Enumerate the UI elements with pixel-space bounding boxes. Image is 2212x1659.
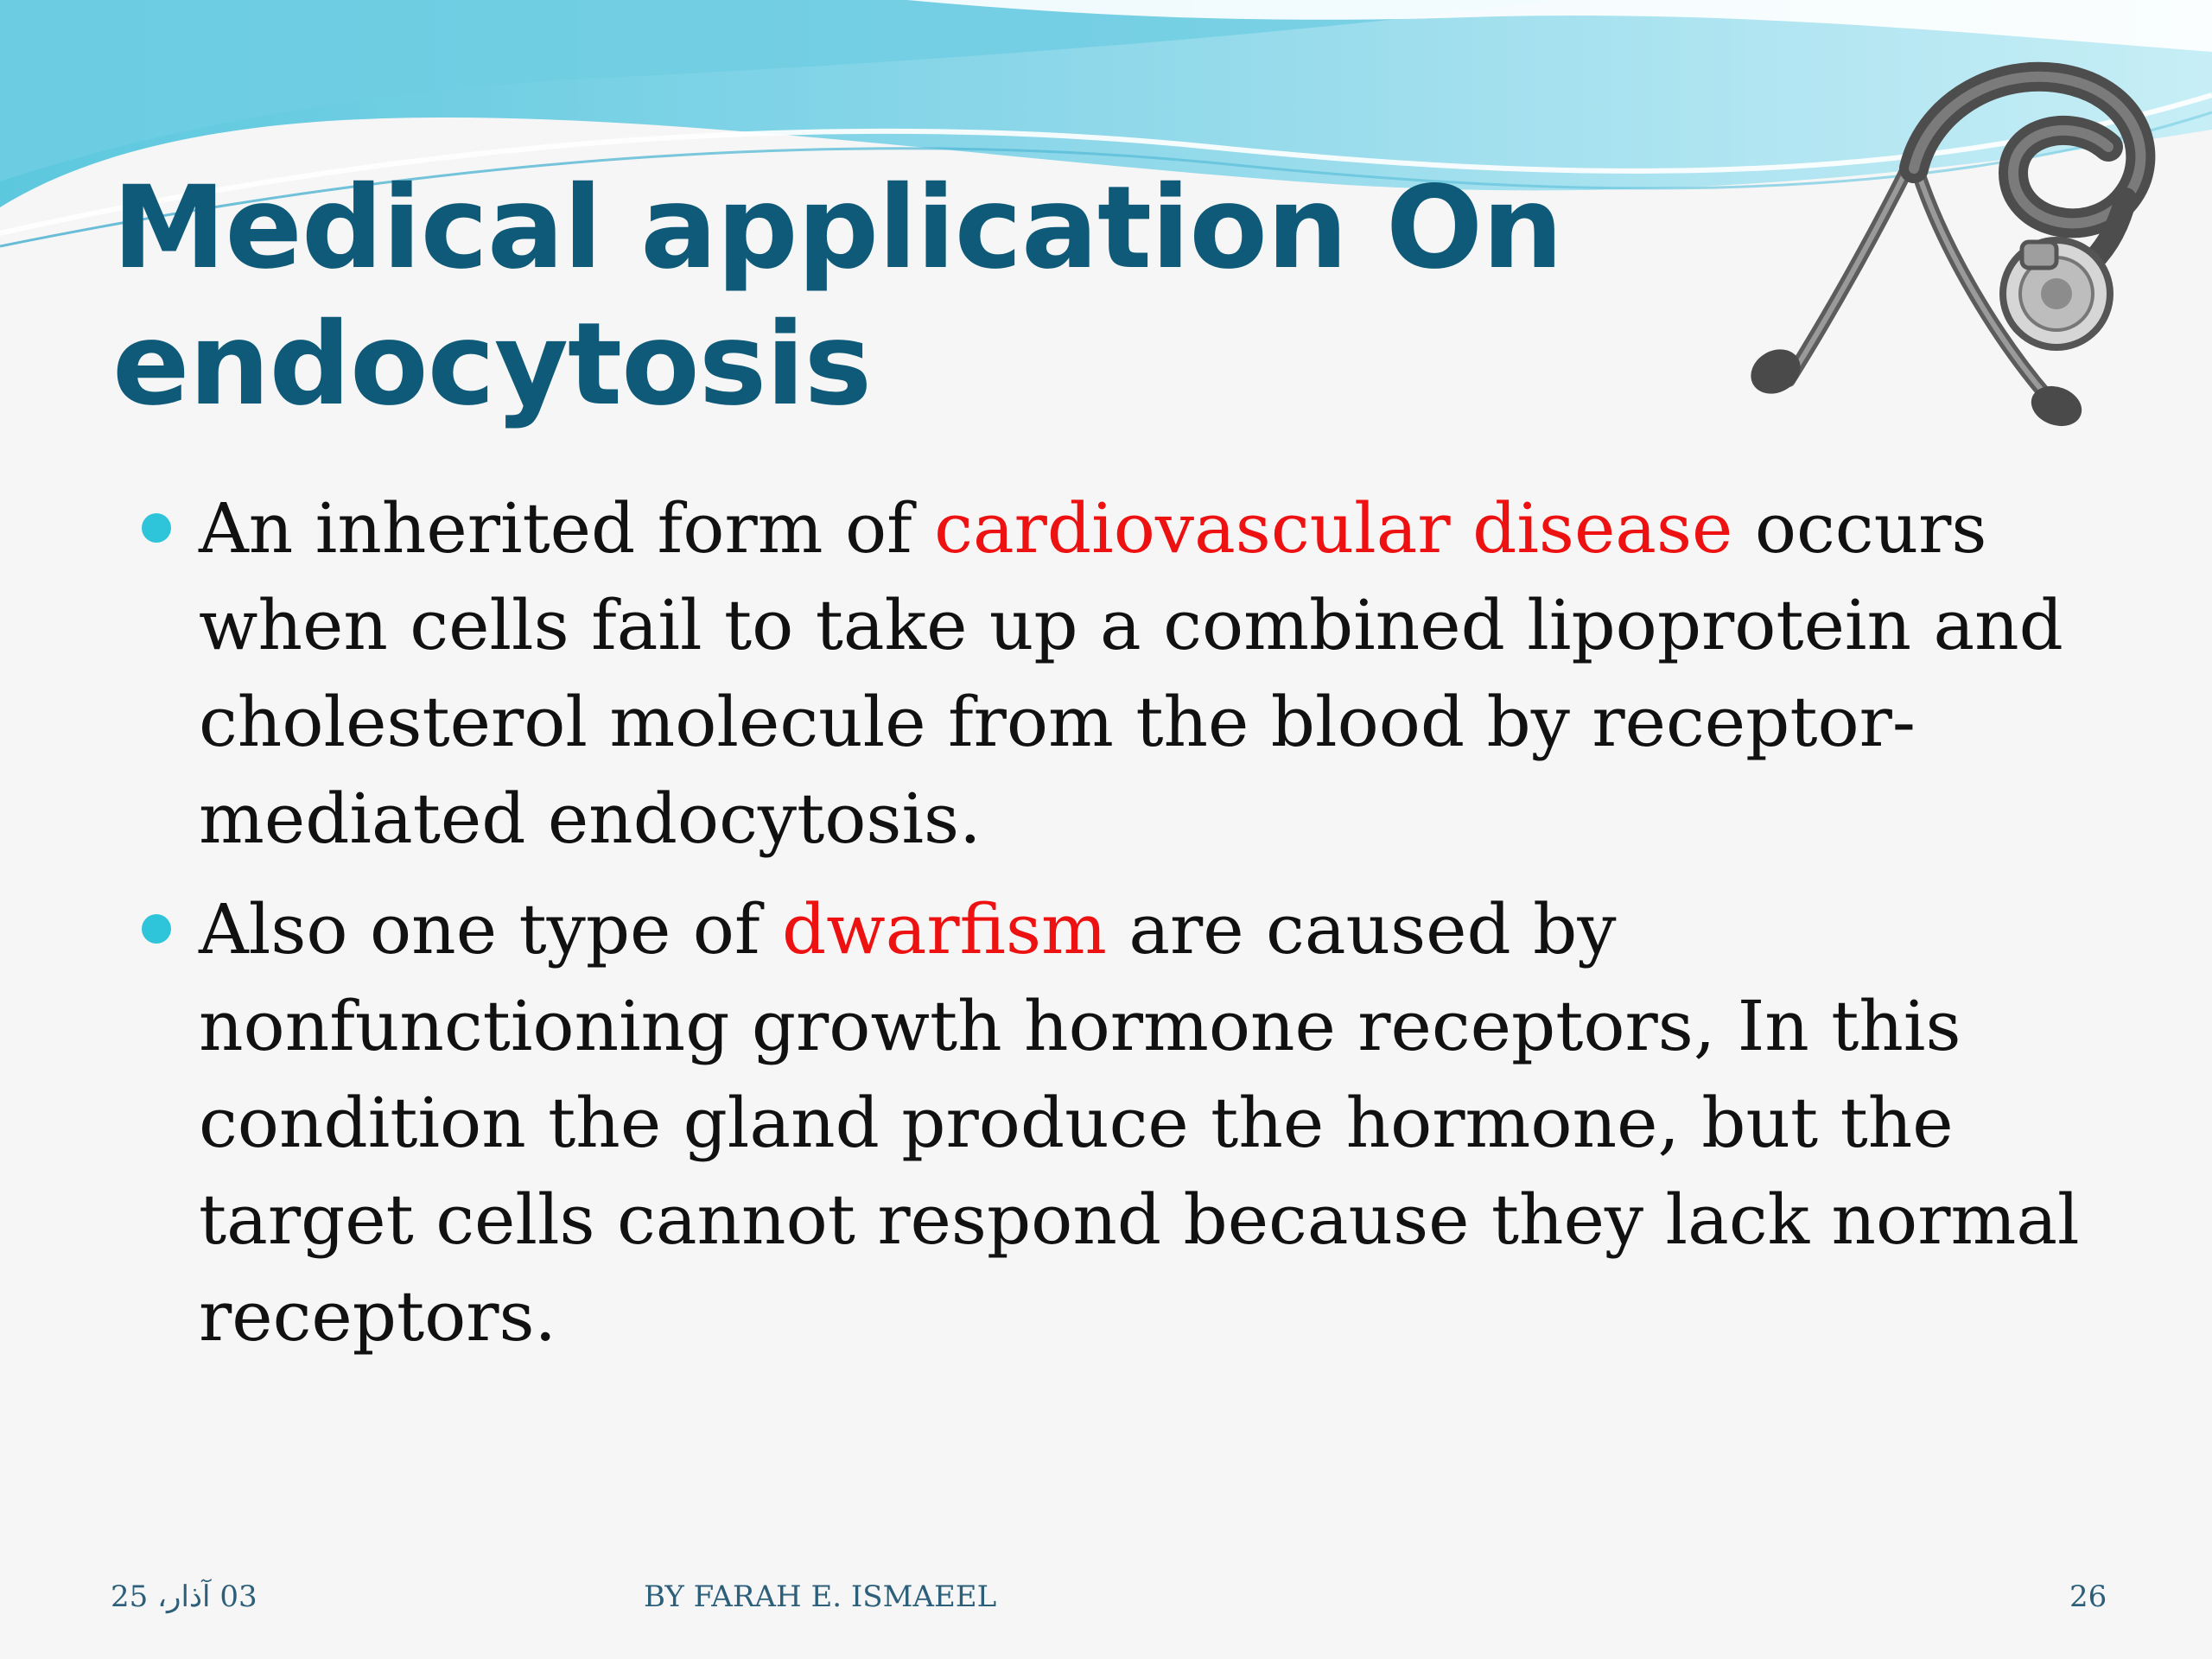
footer-page-number: 26: [2069, 1580, 2107, 1614]
bullet-marker-icon: [142, 914, 171, 944]
slide-title: [112, 160, 1754, 433]
bullet-item-cardiovascular: [138, 480, 2082, 868]
bullet-text-before: An inherited form of: [199, 488, 935, 569]
bullet-text-before: Also one type of: [199, 889, 782, 969]
highlight-term: dwarfism: [782, 889, 1107, 969]
bullet-list: [138, 480, 2082, 1379]
bullet-marker-icon: [142, 513, 171, 543]
bullet-item-dwarfism: [138, 881, 2082, 1365]
footer-date: 03 آذار، 25: [111, 1580, 257, 1614]
bullet-text-after: occurs when cells fail to take up a combined lipoprotein and cholesterol molecule from the blood by receptor-mediated endocytosis.: [199, 488, 2063, 859]
slide-title-line-2: endocytosis: [112, 298, 872, 431]
slide-title-line-1: Medical application On: [112, 162, 1563, 295]
stethoscope-icon: [1728, 35, 2195, 441]
highlight-term: cardiovascular disease: [934, 488, 1733, 569]
bullet-text-after: are caused by nonfunctioning growth hormone receptors, In this condition the gland produce the hormone, but the target cells cannot respond because they lack normal receptors.: [199, 889, 2080, 1357]
footer-author: BY FARAH E. ISMAEEL: [644, 1580, 997, 1614]
